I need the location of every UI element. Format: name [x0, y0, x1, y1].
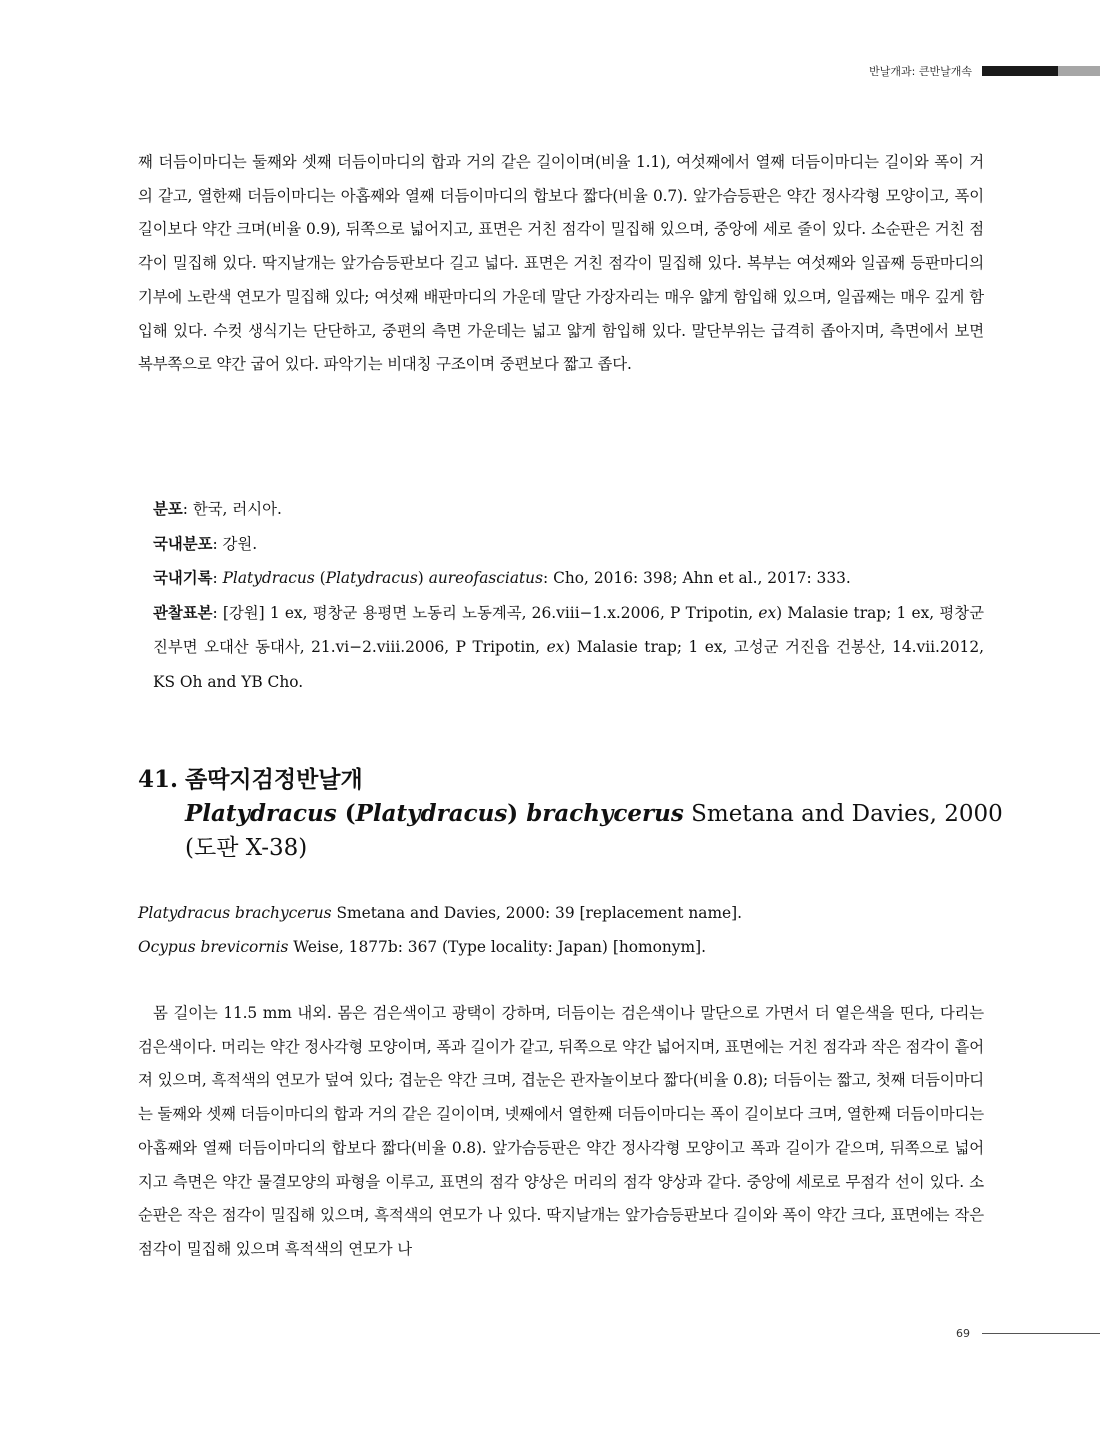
header-bar-dark	[982, 66, 1058, 76]
description-continued	[138, 146, 984, 382]
distribution-section	[138, 492, 984, 699]
domestic-records-label: 국내기록	[153, 569, 213, 587]
distribution-label: 분포	[153, 500, 183, 518]
species-scientific-line: Platydracus (Platydracus) brachycerus Smetana and Davies, 2000	[185, 800, 1003, 827]
species-description	[138, 997, 984, 1267]
header-bar-gray	[1058, 66, 1100, 76]
species-number: 41.	[138, 766, 179, 793]
synonym-name: Ocypus brevicornis	[138, 938, 289, 956]
species-subgenus: Platydracus	[355, 800, 508, 827]
records-species: aureofasciatus	[428, 569, 543, 587]
species-author: Smetana and Davies, 2000	[691, 801, 1003, 827]
page-number: 69	[956, 1327, 970, 1340]
specimens-ex-2: ex	[546, 638, 565, 656]
species-title-line	[138, 763, 998, 797]
specimens-text-3: ) Malasie trap; 1 ex, 고성군 거진읍 건봉산, 14.vii.2012, KS Oh and YB Cho.	[153, 638, 984, 691]
description-paragraph-2: 몸 길이는 11.5 mm 내외. 몸은 검은색이고 광택이 강하며, 더듬이는 검은색이나 말단으로 가면서 더 옅은색을 띤다, 다리는 검은색이다. 머리는 약간 정사각형 모양이며, 폭과 길이가 같고, 뒤쪽으로 약간 넓어지며, 표면에는 거친 점각과 작은 점각이 흩어져 있으며, 흑적색의 연모가 덮여 있다; 겹눈은 약간 크며, 겹눈은 관자놀이보다 짧다(비율 0.8); 더듬이는 짧고, 첫째 더듬이마디는 둘째와 셋째 더듬이마디의 합과 거의 같은 길이이며, 넷째에서 열한째 더듬이마디는 폭이 길이보다 크며, 열한째 더듬이마디는 아홉째와 열째 더듬이마디의 합보다 짧다(비율 0.8). 앞가슴등판은 약간 정사각형 모양이고 폭과 길이가 같으며, 뒤쪽으로 넓어지고 측면은 약간 물결모양의 파형을 이루고, 표면의 점각 양상은 머리의 점각 양상과 같다. 중앙에 세로로 무점각 선이 있다. 소순판은 작은 점각이 밀집해 있으며, 흑적색의 연모가 나 있다. 딱지날개는 앞가슴등판보다 길이와 폭이 약간 크다, 표면에는 작은 점각이 밀집해 있으며 흑적색의 연모가 나	[138, 1004, 984, 1258]
domestic-records-line: 국내기록: Platydracus (Platydracus) aureofasciatus: Cho, 2016: 398; Ahn et al., 2017: 333.	[153, 569, 851, 587]
description-paragraph-1: 째 더듬이마디는 둘째와 셋째 더듬이마디의 합과 거의 같은 길이이며(비율 1.1), 여섯째에서 열째 더듬이마디는 길이와 폭이 거의 같고, 열한째 더듬이마디는 아홉째와 열째 더듬이마디의 합보다 짧다(비율 0.7). 앞가슴등판은 약간 정사각형 모양이고, 폭이 길이보다 약간 크며(비율 0.9), 뒤쪽으로 넓어지고, 표면은 거친 점각이 밀집해 있으며, 중앙에 세로 줄이 있다. 소순판은 거친 점각이 밀집해 있다. 딱지날개는 앞가슴등판보다 길고 넓다. 표면은 거친 점각이 밀집해 있다. 복부는 여섯째와 일곱째 등판마디의 기부에 노란색 연모가 밀집해 있다; 여섯째 배판마디의 가운데 말단 가장자리는 매우 얇게 함입해 있으며, 일곱째는 매우 깊게 함입해 있다. 수컷 생식기는 단단하고, 중편의 측면 가운데는 넓고 얇게 함입해 있다. 말단부위는 급격히 좁아지며, 측면에서 보면 복부쪽으로 약간 굽어 있다. 파악기는 비대칭 구조이며 중편보다 짧고 좁다.	[138, 153, 984, 374]
specimens-paragraph	[138, 596, 984, 700]
page-number-rule	[982, 1333, 1100, 1334]
synonym-name: Platydracus brachycerus	[138, 904, 332, 922]
species-epithet: brachycerus	[526, 800, 684, 827]
species-heading	[138, 763, 1003, 865]
distribution-line	[138, 492, 984, 527]
records-genus: Platydracus	[222, 569, 315, 587]
domestic-distribution-label: 국내분포	[153, 534, 213, 553]
synonym-item	[138, 930, 998, 964]
species-korean-name: 좀딱지검정반날개	[185, 766, 363, 793]
running-header-title: 반날개과: 큰반날개속	[869, 65, 972, 78]
synonym-citation: Weise, 1877b: 367 (Type locality: Japan) [homonym].	[288, 938, 706, 956]
records-subgenus: Platydracus	[325, 569, 418, 587]
domestic-distribution-value: : 강원.	[212, 534, 258, 553]
running-header	[869, 62, 1100, 80]
domestic-distribution-line	[138, 527, 984, 562]
synonym-item	[138, 896, 998, 930]
domestic-records-sep: :	[212, 569, 223, 587]
specimens-text-2: ) Malasie trap; 1 ex, 평창군 진부면 오대산 동대사, 21.vi−2.viii.2006, P Tripotin,	[153, 603, 984, 656]
species-genus: Platydracus	[185, 800, 337, 827]
specimens-ex-1: ex	[758, 603, 777, 622]
synonym-list	[138, 896, 998, 964]
specimens-text-1: : [강원] 1 ex, 평창군 용평면 노동리 노동계곡, 26.viii−1.x.2006, P Tripotin,	[212, 603, 759, 622]
species-plate: (도판 X-38)	[185, 835, 308, 861]
synonym-citation: Smetana and Davies, 2000: 39 [replacement name].	[331, 904, 743, 922]
distribution-value: : 한국, 러시아.	[182, 500, 282, 518]
specimens-label: 관찰표본	[153, 603, 213, 622]
records-refs: : Cho, 2016: 398; Ahn et al., 2017: 333.	[543, 569, 851, 587]
